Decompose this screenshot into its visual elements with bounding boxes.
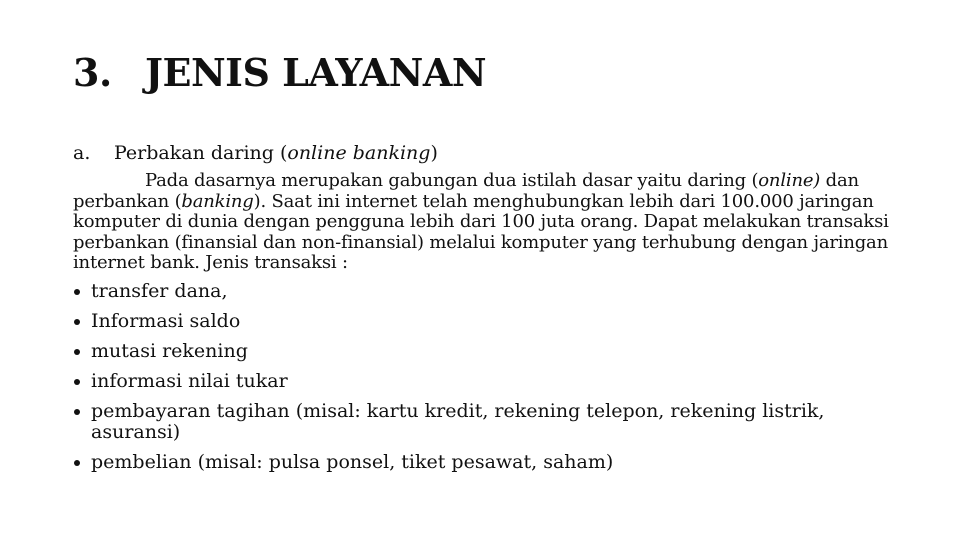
list-item: [73, 452, 873, 473]
list-item: [73, 341, 873, 362]
list-item-text: pembayaran tagihan (misal: kartu kredit, rekening telepon, rekening listrik, asuransi): [91, 400, 825, 443]
list-item: [73, 371, 873, 392]
bullet-icon: [74, 460, 80, 466]
list-item-text: informasi nilai tukar: [91, 370, 288, 392]
paragraph-text-2: dan perbankan (: [73, 170, 859, 212]
bullet-icon: [74, 319, 80, 325]
slide-title: [73, 50, 486, 95]
subsection-title-italic: online banking: [287, 142, 431, 164]
list-item: [73, 281, 873, 302]
bullet-icon: [74, 349, 80, 355]
list-item-text: pembelian (misal: pulsa ponsel, tiket pesawat, saham): [91, 451, 614, 473]
subsection-title-suffix: ): [430, 142, 438, 164]
section-title: JENIS LAYANAN: [145, 50, 487, 95]
section-number: 3.: [73, 50, 112, 95]
list-item: [73, 401, 873, 443]
paragraph-italic-online: online): [758, 170, 821, 191]
bullet-icon: [74, 379, 80, 385]
bullet-icon: [74, 289, 80, 295]
list-item-text: mutasi rekening: [91, 340, 248, 362]
subsection-title-prefix: Perbakan daring (: [114, 142, 288, 164]
bullet-icon: [74, 409, 80, 415]
transaction-list: [73, 281, 873, 482]
subsection-letter: a.: [73, 142, 91, 164]
list-item-text: transfer dana,: [91, 280, 228, 302]
body-paragraph: [73, 171, 903, 274]
list-item-text: Informasi saldo: [91, 310, 241, 332]
paragraph-italic-banking: banking: [181, 190, 254, 212]
subsection-heading: [73, 142, 438, 164]
paragraph-text-3: ). Saat ini internet telah menghubungkan lebih dari 100.000 jaringan komputer di dunia dengan pengguna lebih dari 100 juta orang. Dapat melakukan transaksi perbankan (finansial dan non-finansial) melalui komputer yang terhubung dengan jaringan internet bank. Jenis transaksi :: [73, 190, 889, 274]
list-item: [73, 311, 873, 332]
paragraph-text-1: Pada dasarnya merupakan gabungan dua istilah dasar yaitu daring (: [145, 170, 759, 191]
